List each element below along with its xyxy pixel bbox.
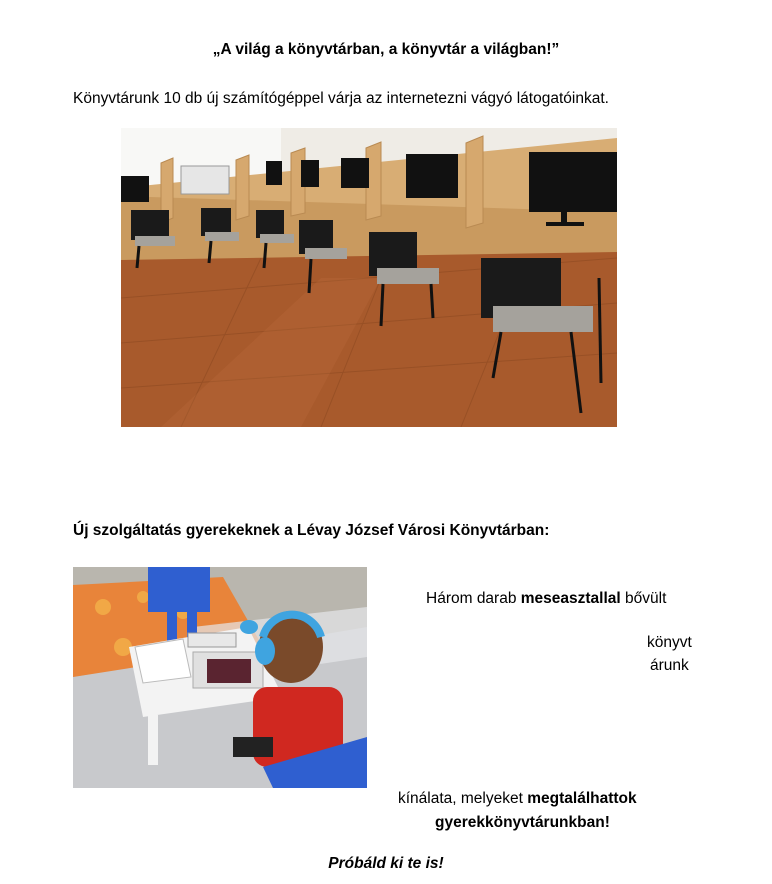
paragraph-line-4 xyxy=(398,790,637,808)
computer-room-photo xyxy=(121,128,617,427)
section-heading: Új szolgáltatás gyerekeknek a Lévay József Városi Könyvtárban: xyxy=(73,522,550,539)
paragraph-line-1-post: bővült xyxy=(620,590,667,607)
closing-text: Próbáld ki te is! xyxy=(328,855,444,872)
page-title: „A világ a könyvtárban, a könyvtár a világban!” xyxy=(212,41,560,58)
paragraph-line-1-bold: meseasztallal xyxy=(520,590,621,607)
paragraph-line-1-pre: Három darab xyxy=(426,590,521,607)
intro-text: Könyvtárunk 10 db új számítógéppel várja az internetezni vágyó látogatóinkat. xyxy=(73,90,609,107)
paragraph-line-5: gyerekkönyvtárunkban! xyxy=(435,814,610,831)
paragraph-line-2: könyvt xyxy=(647,634,692,651)
paragraph-line-1 xyxy=(426,590,666,608)
story-table-photo xyxy=(73,567,367,788)
paragraph-line-4-bold: megtalálhattok xyxy=(527,790,637,807)
paragraph-line-3: árunk xyxy=(650,657,689,674)
paragraph-line-4-pre: kínálata, melyeket xyxy=(398,790,528,807)
